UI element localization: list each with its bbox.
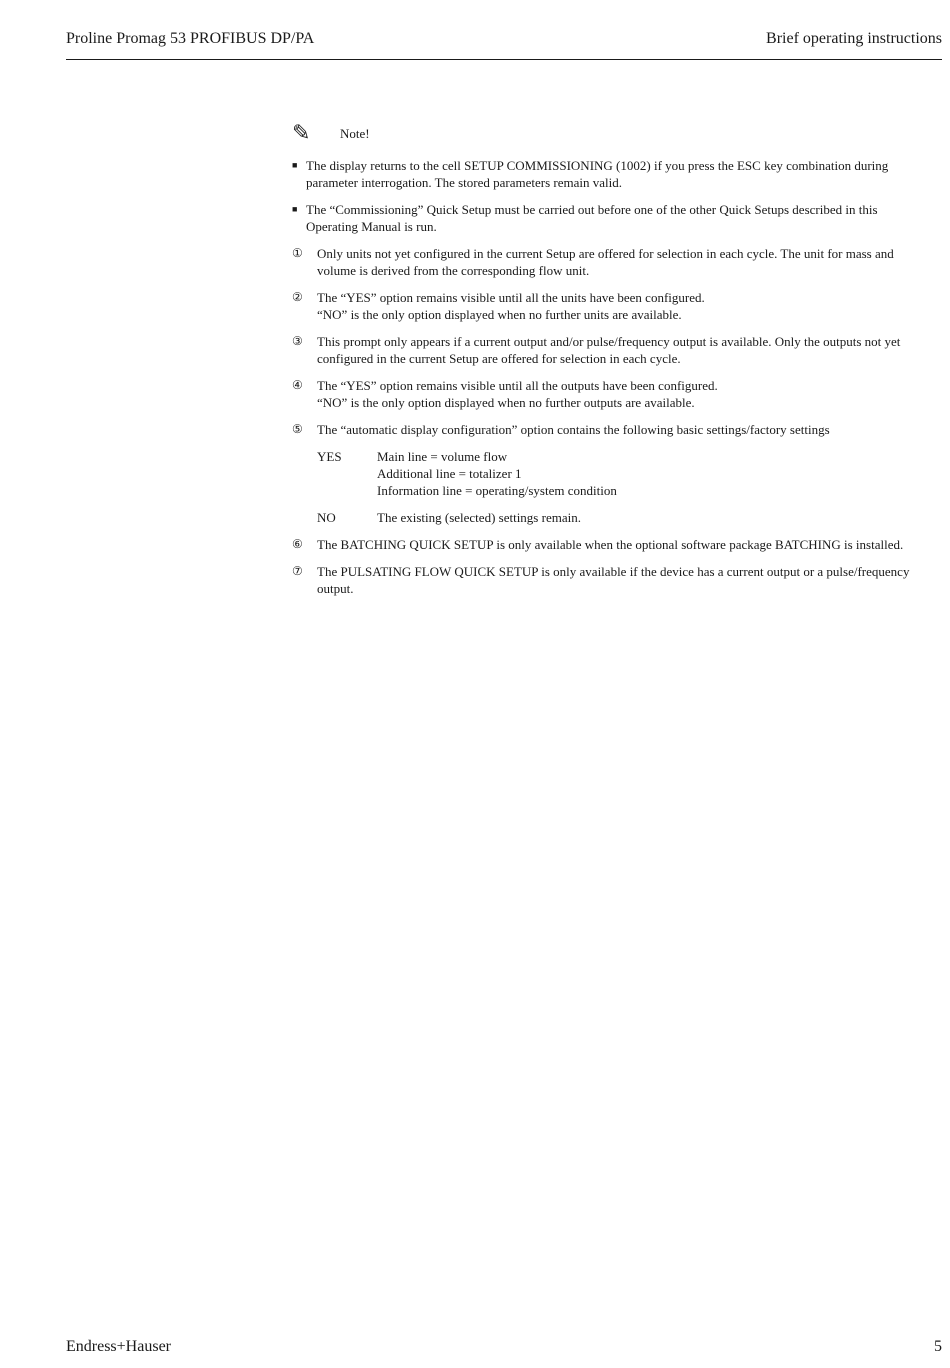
item-text: The “YES” option remains visible until all the units have been configured.: [317, 290, 705, 305]
numbered-item-1: [292, 245, 928, 279]
numbered-item-5: [292, 421, 928, 438]
note-content: [292, 122, 928, 607]
item-text: The “automatic display configuration” option contains the following basic settings/factory settings: [317, 422, 830, 437]
footer-brand: Endress+Hauser: [66, 1338, 171, 1355]
item-number: ②: [292, 290, 303, 304]
square-bullet-icon: ■: [292, 204, 298, 214]
header-doc-title: Proline Promag 53 PROFIBUS DP/PA: [66, 30, 315, 47]
item-text-2: “NO” is the only option displayed when no further outputs are available.: [317, 395, 695, 410]
item-text: The BATCHING QUICK SETUP is only available when the optional software package BATCHING is installed.: [317, 537, 904, 552]
option-line: Additional line = totalizer 1: [377, 466, 522, 481]
bullet-item: [292, 157, 928, 191]
option-line: Information line = operating/system condition: [377, 483, 617, 498]
item-number: ①: [292, 246, 303, 260]
header-section-title: Brief operating instructions: [766, 30, 942, 47]
option-key: NO: [317, 510, 336, 525]
page-header: [66, 30, 942, 60]
note-heading: [292, 122, 928, 144]
pencil-icon: ✎: [292, 120, 311, 145]
item-text: The “YES” option remains visible until all the outputs have been configured.: [317, 378, 718, 393]
item-number: ⑦: [292, 564, 303, 578]
numbered-item-6: [292, 536, 928, 553]
numbered-item-2: [292, 289, 928, 323]
bullet-item: [292, 201, 928, 235]
item-number: ③: [292, 334, 303, 348]
numbered-item-4: [292, 377, 928, 411]
option-line: Main line = volume flow: [377, 449, 508, 464]
note-label: Note!: [340, 125, 370, 141]
square-bullet-icon: ■: [292, 160, 298, 170]
bullet-text: The “Commissioning” Quick Setup must be carried out before one of the other Quick Setups described in this Operating Manual is run.: [306, 202, 878, 234]
item-number: ⑤: [292, 422, 303, 436]
numbered-item-3: [292, 333, 928, 367]
page-number: 5: [934, 1338, 942, 1355]
option-no: [317, 509, 928, 526]
item-text-2: “NO” is the only option displayed when no further units are available.: [317, 307, 682, 322]
numbered-item-7: [292, 563, 928, 597]
option-yes: [317, 448, 928, 499]
item-text: The PULSATING FLOW QUICK SETUP is only available if the device has a current output or a pulse/frequency output.: [317, 564, 910, 596]
item-text: Only units not yet configured in the current Setup are offered for selection in each cycle. The unit for mass and volume is derived from the corresponding flow unit.: [317, 246, 894, 278]
option-line: The existing (selected) settings remain.: [377, 510, 581, 525]
item-text: This prompt only appears if a current output and/or pulse/frequency output is available. Only the outputs not yet configured in the current Setup are offered for selection in each cycle.: [317, 334, 901, 366]
bullet-text: The display returns to the cell SETUP COMMISSIONING (1002) if you press the ESC key combination during parameter interrogation. The stored parameters remain valid.: [306, 158, 889, 190]
item-number: ④: [292, 378, 303, 392]
item-number: ⑥: [292, 537, 303, 551]
option-key: YES: [317, 449, 342, 464]
